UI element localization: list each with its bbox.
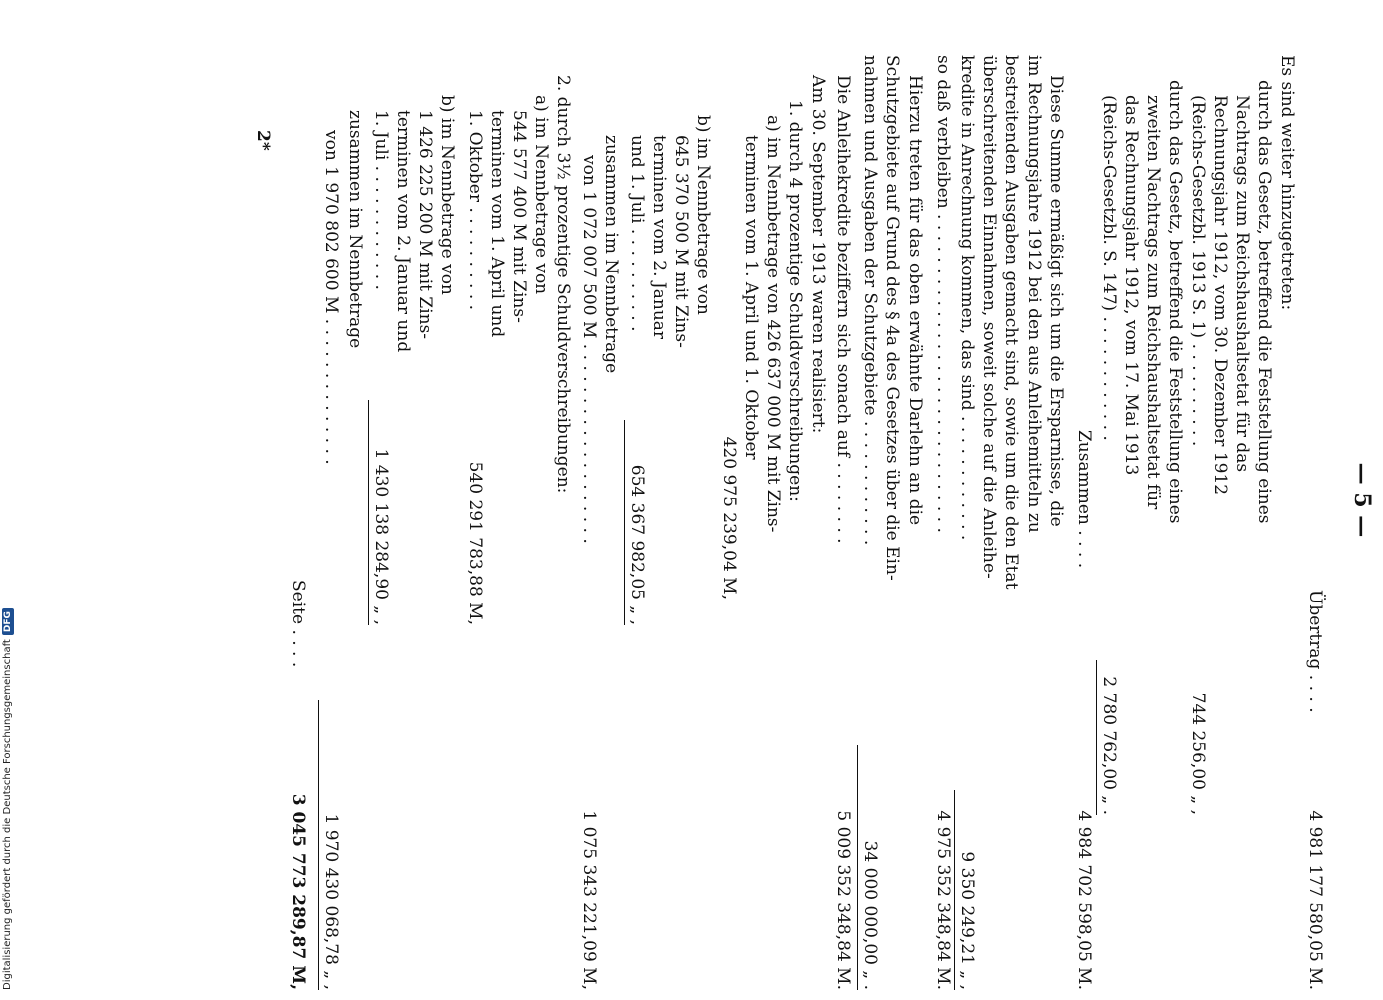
amount: 654 367 982,05 „ , — [627, 464, 647, 625]
text-line: terminen vom 1. April und 1. Oktober — [741, 135, 761, 460]
text-line: zusammen im Nennbetrage — [345, 110, 365, 349]
text-line: b) im Nennbetrage von — [693, 115, 713, 315]
text-line: terminen vom 1. April und — [487, 110, 507, 338]
sum-rule — [624, 420, 625, 625]
seite-amount: 3 045 773 289,87 M, — [288, 793, 308, 990]
text-line: 1 426 225 200 M mit Zins- — [415, 110, 435, 340]
uebertrag-label: Übertrag . . . . — [1305, 590, 1325, 713]
amount: 540 291 783,88 M, — [465, 461, 485, 625]
amount: 1 075 343 221,09 M, — [579, 810, 599, 990]
dfg-logo: DFG — [2, 608, 14, 635]
zusammen-amount: 4 984 702 598,05 M. — [1074, 810, 1094, 990]
amount: 1 430 138 284,90 „ , — [371, 448, 391, 625]
text-line: a) im Nennbetrage von 426 637 000 M mit Zins- — [763, 115, 783, 533]
text-line: bestreitenden Ausgaben gemacht sind, sowie um die den Etat — [1001, 55, 1021, 590]
text-line: terminen vom 2. Januar — [649, 135, 669, 340]
text-line: (Reichs-Gesetzbl. 1913 S. 1) . . . . . . . . . . — [1188, 95, 1208, 447]
text-line: durch das Gesetz, betreffend die Feststellung eines — [1254, 80, 1274, 524]
sum-rule — [954, 790, 955, 990]
sheet-mark: 2* — [253, 130, 273, 151]
amount: 4 975 352 348,84 M. — [933, 810, 953, 990]
text-line: Die Anleihekredite beziffern sich sonach auf . . . . . . . . — [833, 75, 853, 544]
text-line: Diese Summe ermäßigt sich um die Ersparnisse, die — [1046, 75, 1066, 527]
text-line: a) im Nennbetrage von — [531, 95, 551, 295]
text-line: 1. Oktober . . . . . . . . . . — [465, 110, 485, 311]
watermark-text: Digitalisierung gefördert durch die Deutsche Forschungsgemeinschaft — [2, 639, 13, 990]
text-line: Nachtrags zum Reichshaushaltsetat für das — [1232, 95, 1252, 473]
text-line: Schutzgebiete auf Grund des § 4a des Gesetzes über die Ein- — [882, 55, 902, 581]
page-number: — 5 — — [1349, 462, 1375, 538]
amount: 5 009 352 348,84 M. — [833, 810, 853, 990]
text-line: nahmen und Ausgaben der Schutzgebiete . . . . . . . . . . . . — [860, 55, 880, 546]
text-line: und 1. Juli . . . . . . . . . . — [627, 135, 647, 332]
amount: 34 000 000,00 „ . — [860, 840, 880, 990]
uebertrag-amount: 4 981 177 580,05 M. — [1305, 810, 1325, 990]
sum-rule — [318, 700, 319, 990]
sum-rule — [1096, 660, 1097, 815]
sum-rule — [368, 400, 369, 625]
text-line: Hierzu treten für das oben erwähnte Darlehn an die — [905, 75, 925, 526]
sum-rule — [857, 745, 858, 990]
text-line: 645 370 500 M mit Zins- — [671, 135, 691, 348]
text-line: b) im Nennbetrage von — [437, 95, 457, 295]
amount: 420 975 239,04 M, — [719, 436, 739, 600]
text-line: durch das Gesetz, betreffend die Feststellung eines — [1165, 80, 1185, 524]
text-line: kredite in Anrechnung kommen, das sind . . . . . . . . . . . . — [957, 55, 977, 541]
text-line: so daß verbleiben . . . . . . . . . . . . . . . . . . . . . . . . . . . . . . — [933, 55, 953, 533]
zusammen-label: Zusammen . . . . — [1074, 430, 1094, 569]
text-line: terminen vom 2. Januar und — [393, 110, 413, 353]
text-line: Es sind weiter hinzugetreten: — [1277, 55, 1297, 311]
seite-label: Seite . . . . — [288, 580, 308, 668]
text-line: Rechnungsjahr 1912, vom 30. Dezember 1912 — [1210, 95, 1230, 496]
text-line: überschreitenden Einnahmen, soweit solche auf die Anleihe- — [979, 55, 999, 579]
text-line: (Reichs-Gesetzbl. S. 147) . . . . . . . . . . . . — [1099, 95, 1119, 441]
text-line: 544 577 400 M mit Zins- — [509, 110, 529, 323]
text-line: im Rechnungsjahre 1912 bei den aus Anleihemitteln zu — [1024, 55, 1044, 533]
text-line: zweiten Nachtrags zum Reichshaushaltsetat für — [1143, 95, 1163, 510]
text-line: von 1 970 802 600 M . . . . . . . . . . . . . . — [321, 130, 341, 465]
amount: 2 780 762,00 „ . — [1099, 676, 1119, 815]
text-line: Am 30. September 1913 waren realisiert: — [808, 75, 828, 434]
amount: 9 350 249,21 „ , — [957, 851, 977, 990]
digitization-watermark — [2, 608, 14, 990]
text-line: zusammen im Nennbetrage — [601, 135, 621, 374]
text-line: das Rechnungsjahr 1912, vom 17. Mai 1913 — [1121, 95, 1141, 476]
amount: 744 256,00 „ , — [1188, 692, 1208, 815]
text-line: 1. Juli . . . . . . . . . . . . — [371, 110, 391, 290]
amount: 1 970 430 068,78 „ , — [321, 813, 341, 990]
text-line: 1. durch 4 prozentige Schuldverschreibungen: — [785, 100, 805, 502]
text-line: 2. durch 3½ prozentige Schuldverschreibungen: — [553, 75, 573, 494]
text-line: von 1 072 007 500 M . . . . . . . . . . . . . . . . . . . — [579, 155, 599, 544]
